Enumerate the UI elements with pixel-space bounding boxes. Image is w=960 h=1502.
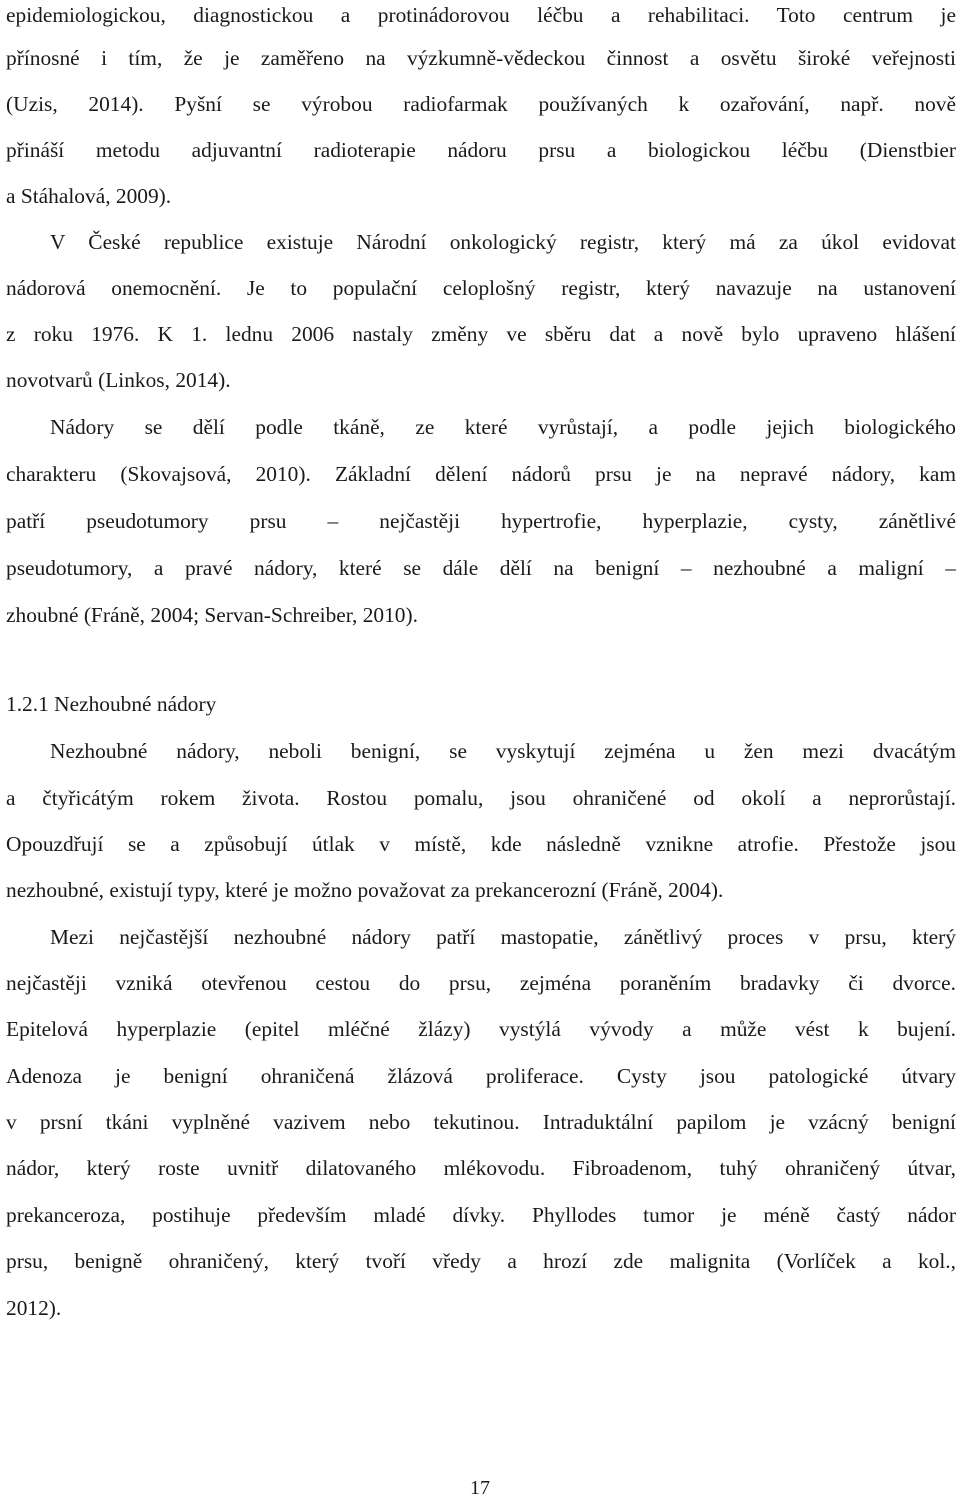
text-line: (Uzis, 2014). Pyšní se výrobou radiofarmak používaných k ozařování, např. nově	[6, 92, 956, 116]
text-line: nádorová onemocnění. Je to populační celoplošný registr, který navazuje na ustanovení	[6, 276, 956, 300]
text-line: V České republice existuje Národní onkologický registr, který má za úkol evidovat	[50, 230, 956, 254]
text-line: Epitelová hyperplazie (epitel mléčné žlázy) vystýlá vývody a může vést k bujení.	[6, 1017, 956, 1041]
text-line: prekanceroza, postihuje především mladé dívky. Phyllodes tumor je méně častý nádor	[6, 1203, 956, 1227]
text-line: nádor, který roste uvnitř dilatovaného mlékovodu. Fibroadenom, tuhý ohraničený útvar,	[6, 1156, 956, 1180]
text-line: přínosné i tím, že je zaměřeno na výzkumně-vědeckou činnost a osvětu široké veřejnosti	[6, 46, 956, 70]
text-line: přináší metodu adjuvantní radioterapie nádoru prsu a biologickou léčbu (Dienstbier	[6, 138, 956, 162]
text-line: epidemiologickou, diagnostickou a protinádorovou léčbu a rehabilitaci. Toto centrum je	[6, 3, 956, 27]
text-line: charakteru (Skovajsová, 2010). Základní dělení nádorů prsu je na nepravé nádory, kam	[6, 462, 956, 486]
text-line: a čtyřicátým rokem života. Rostou pomalu, jsou ohraničené od okolí a neprorůstají.	[6, 786, 956, 810]
text-line: v prsní tkáni vyplněné vazivem nebo tekutinou. Intraduktální papilom je vzácný benigní	[6, 1110, 956, 1134]
text-line: a Stáhalová, 2009).	[6, 184, 172, 208]
text-line: Adenoza je benigní ohraničená žlázová proliferace. Cysty jsou patologické útvary	[6, 1064, 956, 1088]
text-line: z roku 1976. K 1. lednu 2006 nastaly změny ve sběru dat a nově bylo upraveno hlášení	[6, 322, 956, 346]
text-line: novotvarů (Linkos, 2014).	[6, 368, 231, 392]
text-line: patří pseudotumory prsu – nejčastěji hypertrofie, hyperplazie, cysty, zánětlivé	[6, 509, 956, 533]
text-line: Nezhoubné nádory, neboli benigní, se vyskytují zejména u žen mezi dvacátým	[50, 739, 956, 763]
text-line: prsu, benigně ohraničený, který tvoří vředy a hrozí zde malignita (Vorlíček a kol.,	[6, 1249, 956, 1273]
text-line: pseudotumory, a pravé nádory, které se dále dělí na benigní – nezhoubné a maligní –	[6, 556, 956, 580]
page-number: 17	[470, 1477, 490, 1499]
text-line: nejčastěji vzniká otevřenou cestou do prsu, zejména poraněním bradavky či dvorce.	[6, 971, 956, 995]
text-line: 2012).	[6, 1296, 62, 1320]
text-line: Opouzdřují se a způsobují útlak v místě, kde následně vznikne atrofie. Přestože jsou	[6, 832, 956, 856]
text-line: nezhoubné, existují typy, které je možno považovat za prekancerozní (Fráně, 2004).	[6, 878, 724, 902]
text-line: Mezi nejčastější nezhoubné nádory patří mastopatie, zánětlivý proces v prsu, který	[50, 925, 956, 949]
text-line: Nádory se dělí podle tkáně, ze které vyrůstají, a podle jejich biologického	[50, 415, 956, 439]
text-line: zhoubné (Fráně, 2004; Servan-Schreiber, 2010).	[6, 603, 418, 627]
section-heading: 1.2.1 Nezhoubné nádory	[6, 692, 217, 716]
